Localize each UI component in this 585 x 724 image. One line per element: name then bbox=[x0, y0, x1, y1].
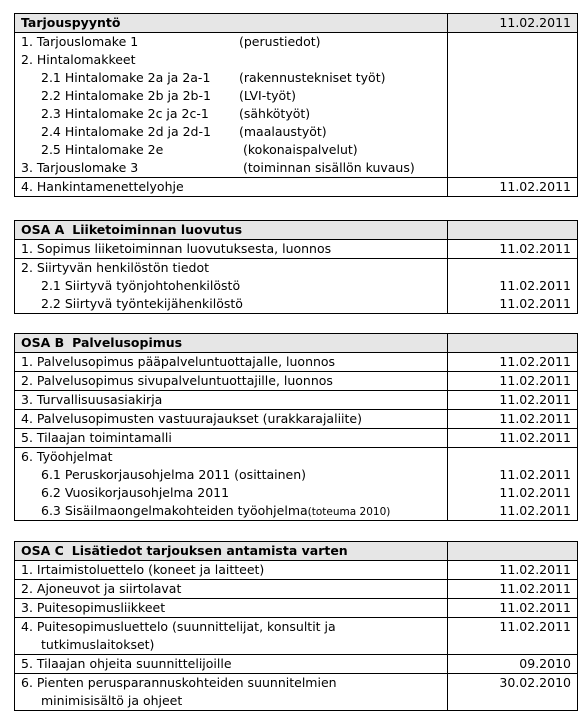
item-note: (perustiedot) bbox=[239, 34, 321, 49]
table-row bbox=[15, 391, 578, 410]
list-subitem bbox=[21, 141, 441, 159]
list-subitem bbox=[21, 502, 441, 520]
table-row bbox=[15, 259, 578, 314]
list-subitem bbox=[21, 123, 441, 141]
header-row bbox=[15, 221, 578, 240]
table-row bbox=[15, 410, 578, 429]
subitem-suffix: (toteuma 2010) bbox=[307, 506, 391, 518]
section-title-text: Liiketoiminnan luovutus bbox=[72, 222, 243, 237]
list-item: 2. Ajoneuvot ja siirtolavat bbox=[15, 580, 448, 599]
table-row bbox=[15, 372, 578, 391]
item-date: 11.02.2011 bbox=[499, 503, 571, 518]
item-note: (LVI-työt) bbox=[239, 88, 296, 103]
list-subitem bbox=[21, 105, 441, 123]
item-date: 11.02.2011 bbox=[499, 467, 571, 482]
item-date: 11.02.2011 bbox=[448, 599, 578, 618]
header-row bbox=[15, 334, 578, 353]
list-subitem bbox=[21, 87, 441, 105]
table-row bbox=[15, 580, 578, 599]
item-date: 11.02.2011 bbox=[499, 485, 571, 500]
section-title bbox=[15, 542, 448, 561]
item-date: 30.02.2010 bbox=[448, 674, 578, 711]
table-row bbox=[15, 429, 578, 448]
list-item bbox=[21, 33, 441, 51]
item-date: 11.02.2011 bbox=[448, 618, 578, 655]
list-subitem bbox=[21, 69, 441, 87]
item-dates bbox=[448, 448, 578, 521]
section-title-text: Tarjouspyyntö bbox=[21, 15, 121, 30]
list-item: 4. Hankintamenettelyohje bbox=[15, 178, 448, 197]
item-note: (kokonaispalvelut) bbox=[243, 142, 358, 157]
list-item: 4. Palvelusopimusten vastuurajaukset (urakkarajaliite) bbox=[15, 410, 448, 429]
list-item bbox=[21, 159, 441, 177]
list-item: 5. Tilaajan ohjeita suunnittelijoille bbox=[15, 655, 448, 674]
list-item bbox=[15, 618, 448, 655]
table-osa-c bbox=[14, 541, 578, 711]
item-text: 2.5 Hintalomake 2e bbox=[41, 142, 164, 157]
table-row bbox=[15, 655, 578, 674]
item-date: 11.02.2011 bbox=[448, 561, 578, 580]
table-row bbox=[15, 240, 578, 259]
list-item bbox=[21, 51, 441, 69]
empty-date-cell bbox=[448, 221, 578, 240]
list-item: 1. Palvelusopimus pääpalveluntuottajalle, luonnos bbox=[15, 353, 448, 372]
subitem-text: 6.1 Peruskorjausohjelma 2011 (osittainen) bbox=[41, 467, 307, 482]
section-label: OSA B bbox=[21, 335, 65, 350]
item-note: (rakennustekniset työt) bbox=[239, 70, 386, 85]
list-item bbox=[15, 674, 448, 711]
list-item-line: minimisisältö ja ohjeet bbox=[41, 693, 183, 708]
item-date: 11.02.2011 bbox=[448, 410, 578, 429]
header-date: 11.02.2011 bbox=[448, 14, 578, 33]
list-item bbox=[15, 448, 448, 521]
item-date: 11.02.2011 bbox=[448, 391, 578, 410]
table-row bbox=[15, 448, 578, 521]
item-date: 11.02.2011 bbox=[448, 240, 578, 259]
item-text: 2.4 Hintalomake 2d ja 2d-1 bbox=[41, 124, 211, 139]
item-text: 2.2 Hintalomake 2b ja 2b-1 bbox=[41, 88, 211, 103]
header-row bbox=[15, 14, 578, 33]
empty-date-cell bbox=[448, 334, 578, 353]
list-item: 5. Tilaajan toimintamalli bbox=[15, 429, 448, 448]
item-date: 09.2010 bbox=[448, 655, 578, 674]
header-row bbox=[15, 542, 578, 561]
empty-date-cell bbox=[448, 542, 578, 561]
items-cell bbox=[15, 33, 448, 178]
item-date: 11.02.2011 bbox=[499, 278, 571, 293]
subitem-text: 6.3 Sisäilmaongelmakohteiden työohjelma bbox=[41, 503, 308, 518]
table-row bbox=[15, 674, 578, 711]
list-item-line: 6. Pienten perusparannuskohteiden suunnitelmien bbox=[21, 675, 337, 690]
list-subitem: 2.1 Siirtyvä työnjohtohenkilöstö bbox=[41, 278, 241, 293]
item-note: (toiminnan sisällön kuvaus) bbox=[243, 160, 415, 175]
item-note: (sähkötyöt) bbox=[239, 106, 311, 121]
item-dates bbox=[448, 259, 578, 314]
table-row bbox=[15, 599, 578, 618]
table-row bbox=[15, 561, 578, 580]
item-text: 1. Tarjouslomake 1 bbox=[21, 34, 139, 49]
item-date: 11.02.2011 bbox=[448, 353, 578, 372]
list-item bbox=[15, 259, 448, 314]
item-date bbox=[454, 259, 571, 277]
list-item: 1. Sopimus liiketoiminnan luovutuksesta, luonnos bbox=[15, 240, 448, 259]
list-subitem: 2.2 Siirtyvä työntekijähenkilöstö bbox=[41, 296, 243, 311]
table-osa-a bbox=[14, 220, 578, 314]
section-title-text: Lisätiedot tarjouksen antamista varten bbox=[71, 543, 348, 558]
list-item: 3. Turvallisuusasiakirja bbox=[15, 391, 448, 410]
item-note: (maalaustyöt) bbox=[239, 124, 327, 139]
items-row bbox=[15, 33, 578, 178]
subitem-text: 6.2 Vuosikorjausohjelma 2011 bbox=[41, 485, 230, 500]
section-title bbox=[15, 334, 448, 353]
table-row bbox=[15, 178, 578, 197]
item-text: 2.1 Hintalomake 2a ja 2a-1 bbox=[41, 70, 211, 85]
list-item: 2. Palvelusopimus sivupalveluntuottajille, luonnos bbox=[15, 372, 448, 391]
item-date: 11.02.2011 bbox=[448, 178, 578, 197]
item-date: 11.02.2011 bbox=[499, 296, 571, 311]
section-label: OSA C bbox=[21, 543, 64, 558]
table-tarjouspyynto bbox=[14, 13, 578, 197]
section-title bbox=[15, 14, 448, 33]
item-text: 3. Tarjouslomake 3 bbox=[21, 160, 139, 175]
list-item-line: 4. Puitesopimusluettelo (suunnittelijat, konsultit ja bbox=[21, 619, 336, 634]
item-text: 2.3 Hintalomake 2c ja 2c-1 bbox=[41, 106, 209, 121]
table-row bbox=[15, 353, 578, 372]
list-item-line: tutkimuslaitokset) bbox=[41, 637, 155, 652]
empty-date-cell bbox=[448, 33, 578, 178]
list-item: 1. Irtaimistoluettelo (koneet ja laitteet) bbox=[15, 561, 448, 580]
item-text: 2. Hintalomakkeet bbox=[21, 52, 136, 67]
section-title-text: Palvelusopimus bbox=[72, 335, 183, 350]
section-title bbox=[15, 221, 448, 240]
table-osa-b bbox=[14, 333, 578, 521]
item-date: 11.02.2011 bbox=[448, 372, 578, 391]
table-row bbox=[15, 618, 578, 655]
item-date: 11.02.2011 bbox=[448, 429, 578, 448]
list-subitem bbox=[21, 466, 441, 484]
section-label: OSA A bbox=[21, 222, 65, 237]
list-item-heading: 2. Siirtyvän henkilöstön tiedot bbox=[21, 260, 210, 275]
list-item-heading: 6. Työohjelmat bbox=[21, 449, 113, 464]
list-item: 3. Puitesopimusliikkeet bbox=[15, 599, 448, 618]
item-date: 11.02.2011 bbox=[448, 580, 578, 599]
list-subitem bbox=[21, 484, 441, 502]
item-date bbox=[454, 448, 571, 466]
